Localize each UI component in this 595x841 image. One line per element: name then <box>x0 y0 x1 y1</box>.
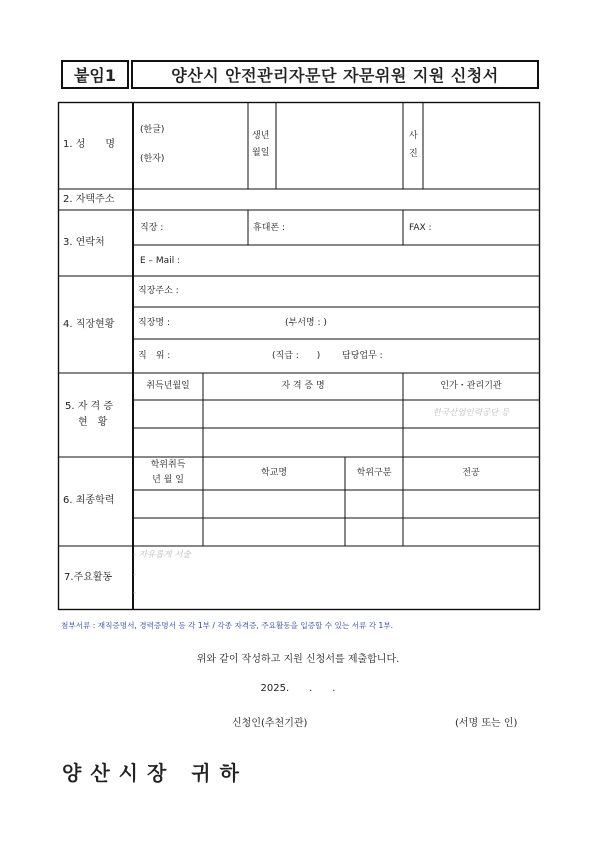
activities-placeholder[interactable]: - 자유롭게 서술 <box>133 550 191 560</box>
mobile-field[interactable]: 휴대폰 : <box>253 223 285 233</box>
workplace-address-field[interactable]: 직장주소 : <box>138 286 179 296</box>
email-field[interactable]: E – Mail : <box>140 256 181 266</box>
name-label: 1. 성 명 <box>63 139 116 150</box>
addressee-title: 양산시장 귀하 <box>62 761 248 785</box>
duty-field[interactable]: 담당업무 : <box>342 351 383 361</box>
workplace-label: 4. 직장현황 <box>63 319 115 330</box>
cert-issuer-header: 인가・관리기관 <box>440 381 502 391</box>
cert-name-header: 자 격 증 명 <box>281 381 325 391</box>
activities-dash-2: - <box>133 570 137 580</box>
edu-degree-header: 학위구분 <box>356 468 392 478</box>
edu-major-header: 전공 <box>462 468 480 478</box>
education-label: 6. 최종학력 <box>63 495 115 506</box>
photo-box[interactable] <box>424 103 538 188</box>
cert-date-header: 취득년월일 <box>146 381 190 391</box>
signature-label[interactable]: (서명 또는 인) <box>455 718 518 729</box>
certificates-label-bottom: 현 황 <box>78 417 108 428</box>
certificates-label-top: 5. 자 격 증 <box>65 401 114 412</box>
photo-label-top: 사 <box>409 131 418 141</box>
birth-label-bottom: 월일 <box>252 148 270 158</box>
attachments-note: 첨부서류 : 재직증명서, 경력증명서 등 각 1부 / 각종 자격증, 주요활동을 입증할 수 있는 서류 각 1부. <box>61 621 394 630</box>
application-date[interactable]: 2025. . . <box>260 683 336 694</box>
name-hanja-field[interactable]: (한자) <box>140 154 165 164</box>
name-korean-field[interactable]: (한글) <box>140 125 165 135</box>
contact-label: 3. 연락처 <box>63 237 105 248</box>
rank-field[interactable]: (직급 : ) <box>272 351 321 361</box>
submission-statement: 위와 같이 작성하고 지원 신청서를 제출합니다. <box>196 654 400 665</box>
workplace-name-field[interactable]: 직장명 : <box>138 318 170 328</box>
birth-label-top: 생년 <box>252 131 270 141</box>
applicant-label: 신청인(추천기관) <box>232 718 308 729</box>
address-label: 2. 자택주소 <box>63 194 115 205</box>
attachment-label: 붙임1 <box>61 60 129 89</box>
edu-date-header-top: 학위취득 <box>150 460 186 470</box>
cert-issuer-placeholder[interactable]: 한국산업인력공단 등 <box>432 408 510 418</box>
activities-label: 7.주요활동 <box>64 572 113 583</box>
edu-date-header-bottom: 년 월 일 <box>152 475 184 485</box>
photo-label-bottom: 진 <box>409 149 418 159</box>
department-field[interactable]: (부서명 : ) <box>285 318 327 328</box>
fax-field[interactable]: FAX : <box>409 223 432 233</box>
activities-dash-3: - <box>133 588 137 598</box>
form-title: 양산시 안전관리자문단 자문위원 지원 신청서 <box>131 60 539 89</box>
office-phone-field[interactable]: 직장 : <box>140 223 164 233</box>
edu-school-header: 학교명 <box>260 468 288 478</box>
position-field[interactable]: 직 위 : <box>138 351 171 361</box>
address-field[interactable] <box>135 191 538 208</box>
